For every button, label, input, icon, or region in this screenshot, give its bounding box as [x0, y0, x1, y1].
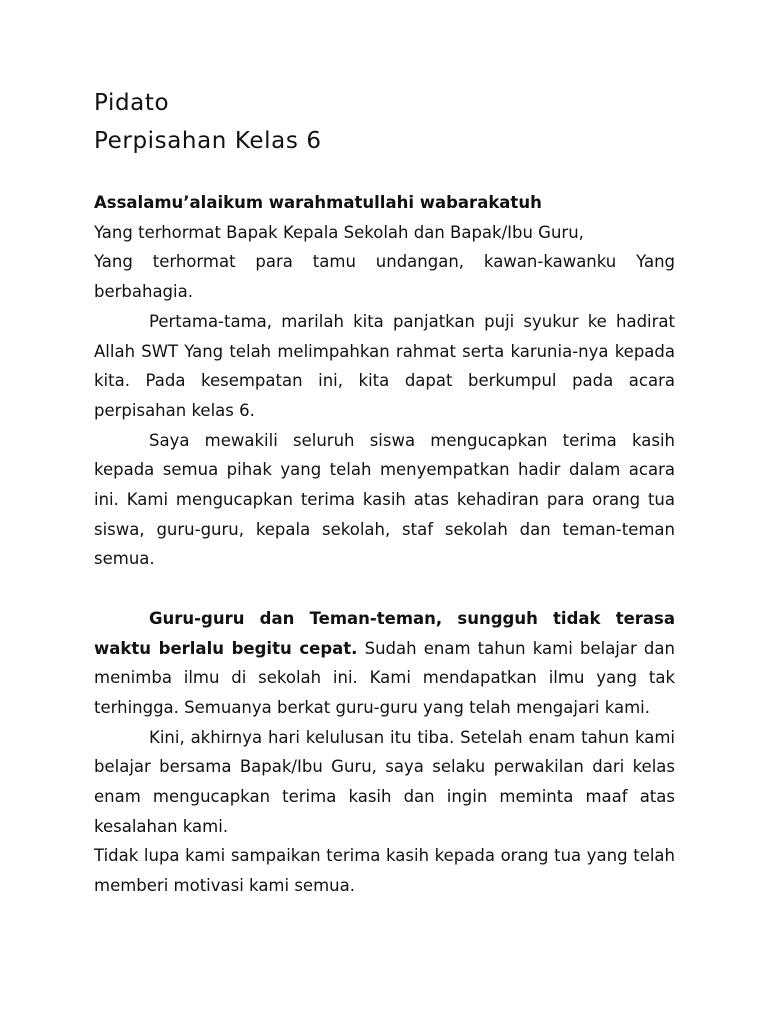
greeting: Assalamu’alaikum warahmatullahi wabarakatuh [94, 193, 542, 212]
paragraph-5: Tidak lupa kami sampaikan terima kasih kepada orang tua yang telah memberi motivasi kami semua. [94, 846, 675, 896]
title-block [94, 84, 675, 160]
document-page [94, 84, 675, 901]
paragraph-1: Pertama-tama, marilah kita panjatkan puji syukur ke hadirat Allah SWT Yang telah melimpahkan rahmat serta karunia-nya kepada kita. Pada kesempatan ini, kita dapat berkumpul pada acara perpisahan kelas 6. [94, 311, 675, 420]
page-subtitle: Perpisahan Kelas 6 [94, 128, 322, 154]
paragraph-3-bold-lead: Guru-guru dan Teman-teman, sungguh tidak terasa waktu berlalu begitu cepat. [94, 608, 675, 658]
paragraph-4: Kini, akhirnya hari kelulusan itu tiba. Setelah enam tahun kami belajar bersama Bapak/Ibu Guru, saya selaku perwakilan dari kelas enam mengucapkan terima kasih dan ingin meminta maaf atas kesalahan kami. [94, 727, 675, 836]
paragraph-2: Saya mewakili seluruh siswa mengucapkan terima kasih kepada semua pihak yang telah menyempatkan hadir dalam acara ini. Kami mengucapkan terima kasih atas kehadiran para orang tua siswa, guru-guru, kepala sekolah, staf sekolah dan teman-teman semua. [94, 430, 675, 569]
address-line-1: Yang terhormat Bapak Kepala Sekolah dan Bapak/Ibu Guru, [94, 222, 584, 242]
address-line-2: Yang terhormat para tamu undangan, kawan-kawanku Yang berbahagia. [94, 252, 675, 302]
paragraph-3-text: Sudah enam tahun kami belajar dan menimba ilmu di sekolah ini. Kami mendapatkan ilmu yang tak terhingga. Semuanya berkat guru-guru yang telah mengajari kami. [94, 638, 675, 717]
page-title: Pidato [94, 90, 170, 116]
paragraph-gap [94, 574, 675, 604]
paragraph-3 [94, 604, 675, 723]
